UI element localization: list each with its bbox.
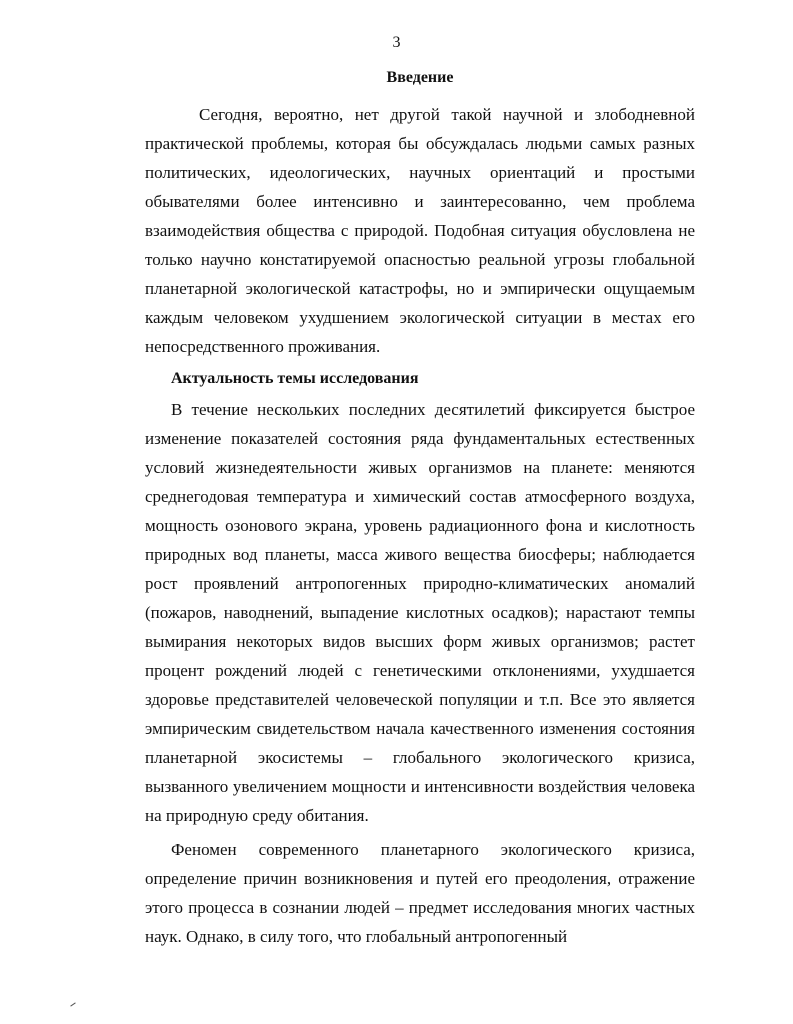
introduction-heading: Введение [386, 69, 454, 86]
relevance-heading: Актуальность темы исследования [171, 370, 419, 387]
scan-mark [70, 1002, 75, 1006]
intro-paragraph: Сегодня, вероятно, нет другой такой научной и злободневной практической проблемы, которая бы обсуждалась людьми самых разных политических, идеологических, научных ориентаций и простыми обывателями более интенсивно и заинтересованно, чем проблема взаимодействия общества с природой. Подобная ситуация обусловлена не только научно констатируемой опасностью реальной угрозы глобальной планетарной экологической катастрофы, но и эмпирически ощущаемым каждым человеком ухудшением экологической ситуации в местах его непосредственного проживания. [145, 105, 695, 356]
relevance-paragraph: В течение нескольких последних десятилетий фиксируется быстрое изменение показателей состояния ряда фундаментальных естественных условий жизнедеятельности живых организмов на планете: меняются среднегодовая температура и химический состав атмосферного воздуха, мощность озонового экрана, уровень радиационного фона и кислотность природных вод планеты, масса живого вещества биосферы; наблюдается рост проявлений антропогенных природно-климатических аномалий (пожаров, наводнений, выпадение кислотных осадков); нарастают темпы вымирания некоторых видов высших форм живых организмов; растет процент рождений людей с генетическими отклонениями, ухудшается здоровье представителей человеческой популяции и т.п. Все это является эмпирическим свидетельством начала качественного изменения состояния планетарной экосистемы – глобального экологического кризиса, вызванного увеличением мощности и интенсивности воздействия человека на природную среду обитания. [145, 400, 695, 825]
phenomenon-paragraph: Феномен современного планетарного экологического кризиса, определение причин возникновения и путей его преодоления, отражение этого процесса в сознании людей – предмет исследования многих частных наук. Однако, в силу того, что глобальный антропогенный [145, 840, 695, 946]
page-number: 3 [392, 34, 401, 51]
document-body [145, 66, 695, 951]
